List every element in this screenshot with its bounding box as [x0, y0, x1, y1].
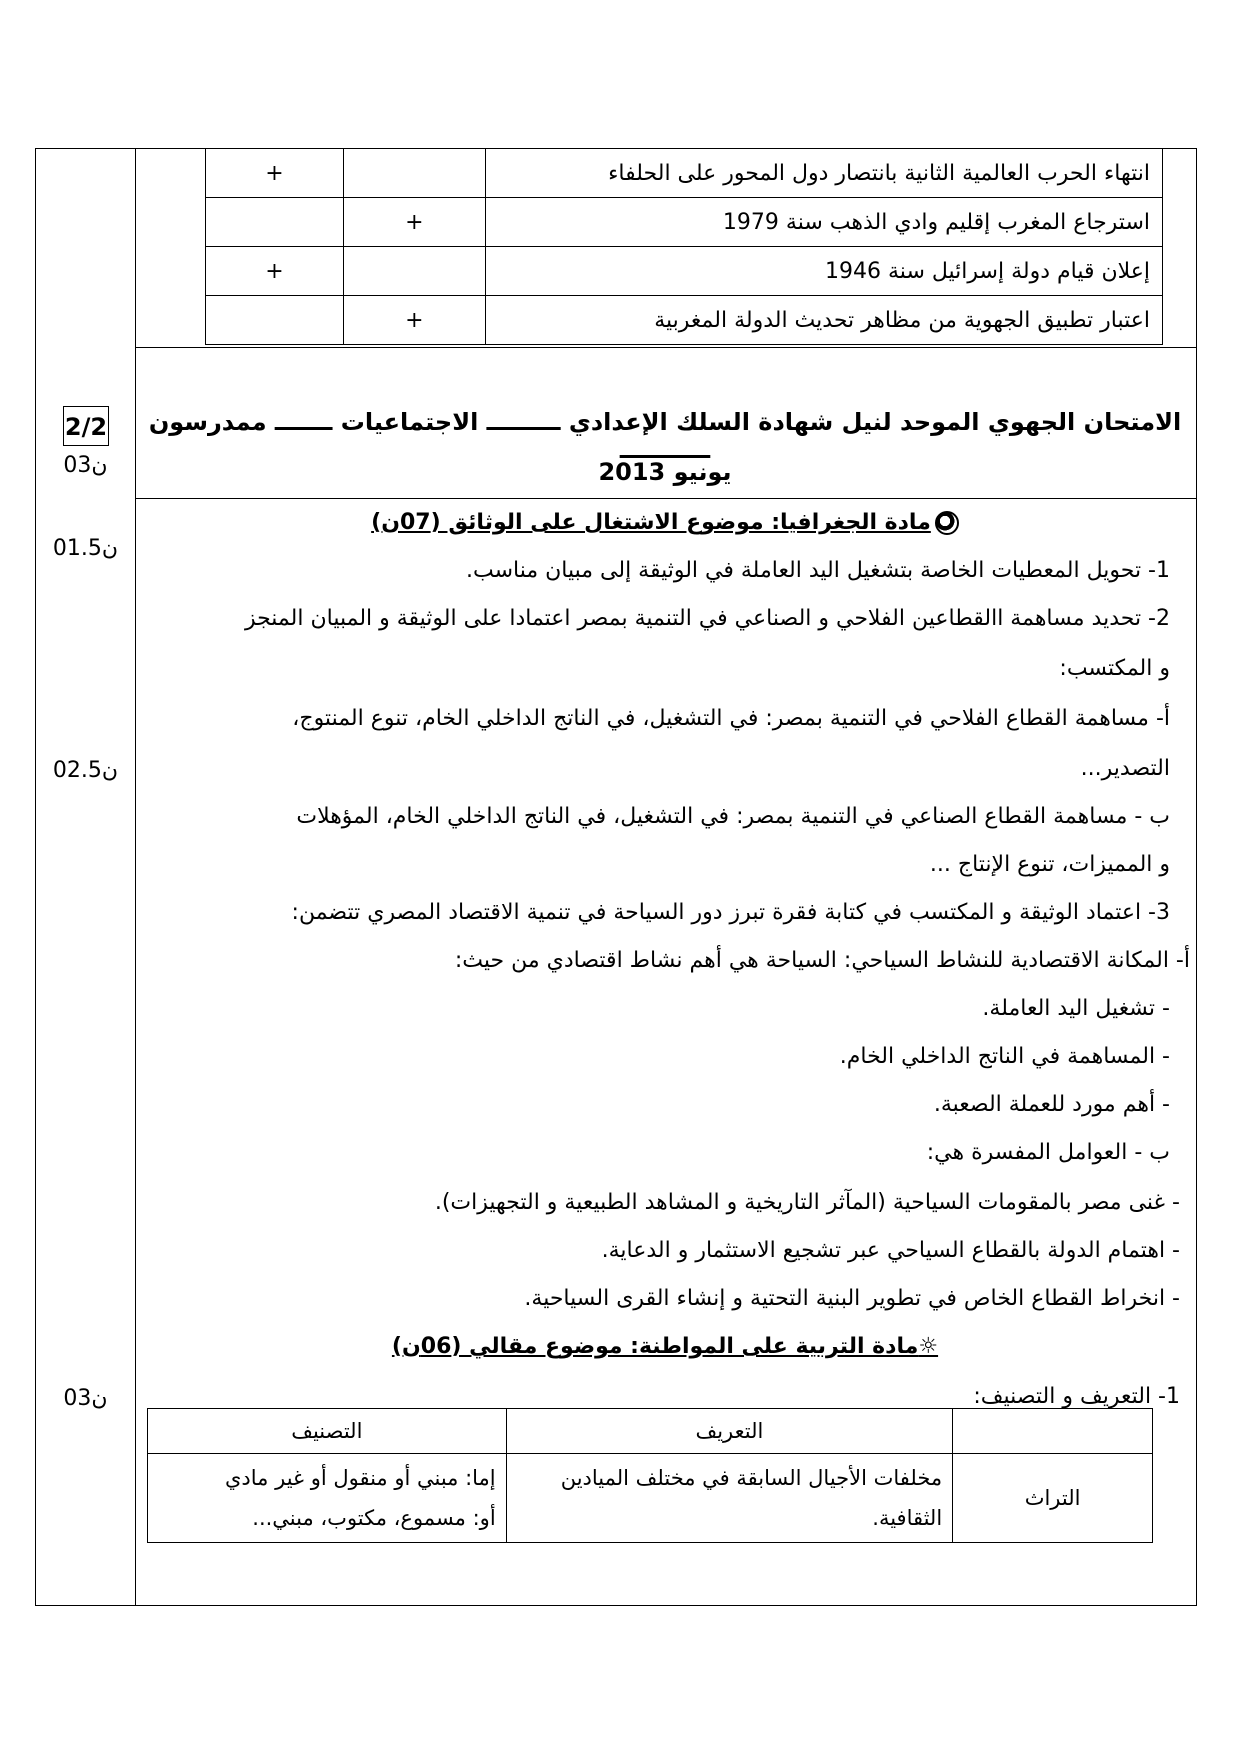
geo-line: 2- تحديد مساهمة االقطاعين الفلاحي و الصناعي في التنمية بمصر اعتمادا على الوثيقة و المبيان المنجز: [244, 606, 1170, 631]
table-row: [148, 1454, 1153, 1543]
mark-cell: +: [343, 198, 485, 247]
statement-cell: إعلان قيام دولة إسرائيل سنة 1946: [485, 247, 1162, 296]
geo-line: و المكتسب:: [1059, 656, 1170, 681]
statement-cell: انتهاء الحرب العالمية الثانية بانتصار دول المحور على الحلفاء: [485, 149, 1162, 198]
score-column: [35, 148, 136, 1606]
header-cell: التعريف: [506, 1409, 953, 1454]
geo-line: - أهم مورد للعملة الصعبة.: [933, 1092, 1170, 1117]
classification-line: إما: مبني أو منقول أو غير مادي: [225, 1466, 496, 1490]
geo-line: - غنى مصر بالمقومات السياحية (المآثر التاريخية و المشاهد الطبيعية و التجهيزات).: [434, 1190, 1180, 1215]
table-row: [206, 296, 1163, 345]
geo-line: أ- مساهمة القطاع الفلاحي في التنمية بمصر: في التشغيل، في الناتج الداخلي الخام، تنوع المنتوج،: [292, 706, 1170, 731]
mark-cell: [206, 198, 344, 247]
geo-line: - اهتمام الدولة بالقطاع السياحي عبر تشجيع الاستثمار و الدعاية.: [601, 1238, 1180, 1263]
geo-line: ب - العوامل المفسرة هي:: [926, 1140, 1170, 1165]
mark-cell: +: [206, 247, 344, 296]
sun-icon: ☼: [918, 1334, 939, 1359]
citizenship-title: [145, 1334, 1185, 1359]
mark-cell: [343, 247, 485, 296]
mark-cell: [206, 296, 344, 345]
exam-date: يونيو 2013: [598, 458, 732, 486]
geography-title: [145, 510, 1185, 535]
header-cell: التصنيف: [148, 1409, 507, 1454]
geo-line: 1- تحويل المعطيات الخاصة بتشغيل اليد العاملة في الوثيقة إلى مبيان مناسب.: [465, 558, 1170, 583]
header-cell: [953, 1409, 1153, 1454]
geo-line: - المساهمة في الناتج الداخلي الخام.: [839, 1044, 1170, 1069]
score-geo-2: 01.5ن: [52, 536, 119, 561]
page-number: 2/2: [63, 406, 109, 446]
geo-line: - تشغيل اليد العاملة.: [982, 996, 1170, 1021]
table-row: [206, 247, 1163, 296]
geo-line: ب - مساهمة القطاع الصناعي في التنمية بمصر: في التشغيل، في الناتج الداخلي الخام، المؤهلات: [296, 804, 1170, 829]
citizenship-title-text: مادة التربية على المواطنة: موضوع مقالي (06ن): [391, 1334, 919, 1359]
mark-cell: [343, 149, 485, 198]
true-false-table: [205, 148, 1163, 345]
exam-header: الامتحان الجهوي الموحد لنيل شهادة السلك الإعدادي ـــــــــ الاجتماعيات ـــــــ ممدرسون ـــــــــــ: [148, 408, 1182, 464]
definition-table: [147, 1408, 1153, 1543]
statement-cell: استرجاع المغرب إقليم وادي الذهب سنة 1979: [485, 198, 1162, 247]
definition-cell: مخلفات الأجيال السابقة في مختلف الميادين الثقافية.: [506, 1454, 953, 1543]
term-cell: التراث: [953, 1454, 1153, 1543]
geo-line: 3- اعتماد الوثيقة و المكتسب في كتابة فقرة تبرز دور السياحة في تنمية الاقتصاد المصري تتضمن:: [291, 900, 1170, 925]
divider: [136, 347, 1196, 348]
divider: [136, 498, 1196, 499]
statement-cell: اعتبار تطبيق الجهوية من مظاهر تحديث الدولة المغربية: [485, 296, 1162, 345]
table-row: [206, 198, 1163, 247]
score-geo-1: 03ن: [63, 453, 108, 478]
geo-line: و المميزات، تنوع الإنتاج ...: [929, 852, 1170, 877]
classification-line: أو: مسموع، مكتوب، مبني...: [252, 1506, 496, 1530]
geo-line: - انخراط القطاع الخاص في تطوير البنية التحتية و إنشاء القرى السياحية.: [524, 1286, 1180, 1311]
score-geo-3: 02.5ن: [52, 758, 119, 783]
citizenship-subtitle: 1- التعريف و التصنيف:: [973, 1384, 1180, 1409]
table-row: [206, 149, 1163, 198]
table-header-row: [148, 1409, 1153, 1454]
geo-line: التصدير...: [1080, 756, 1170, 781]
mark-cell: +: [206, 149, 344, 198]
mark-cell: +: [343, 296, 485, 345]
globe-icon: [935, 511, 959, 535]
score-citizenship: 03ن: [63, 1386, 108, 1411]
classification-cell: [148, 1454, 507, 1543]
geography-title-text: مادة الجغرافيا: موضوع الاشتغال على الوثائق (07ن): [371, 510, 931, 535]
geo-line: أ- المكانة الاقتصادية للنشاط السياحي: السياحة هي أهم نشاط اقتصادي من حيث:: [454, 948, 1190, 973]
